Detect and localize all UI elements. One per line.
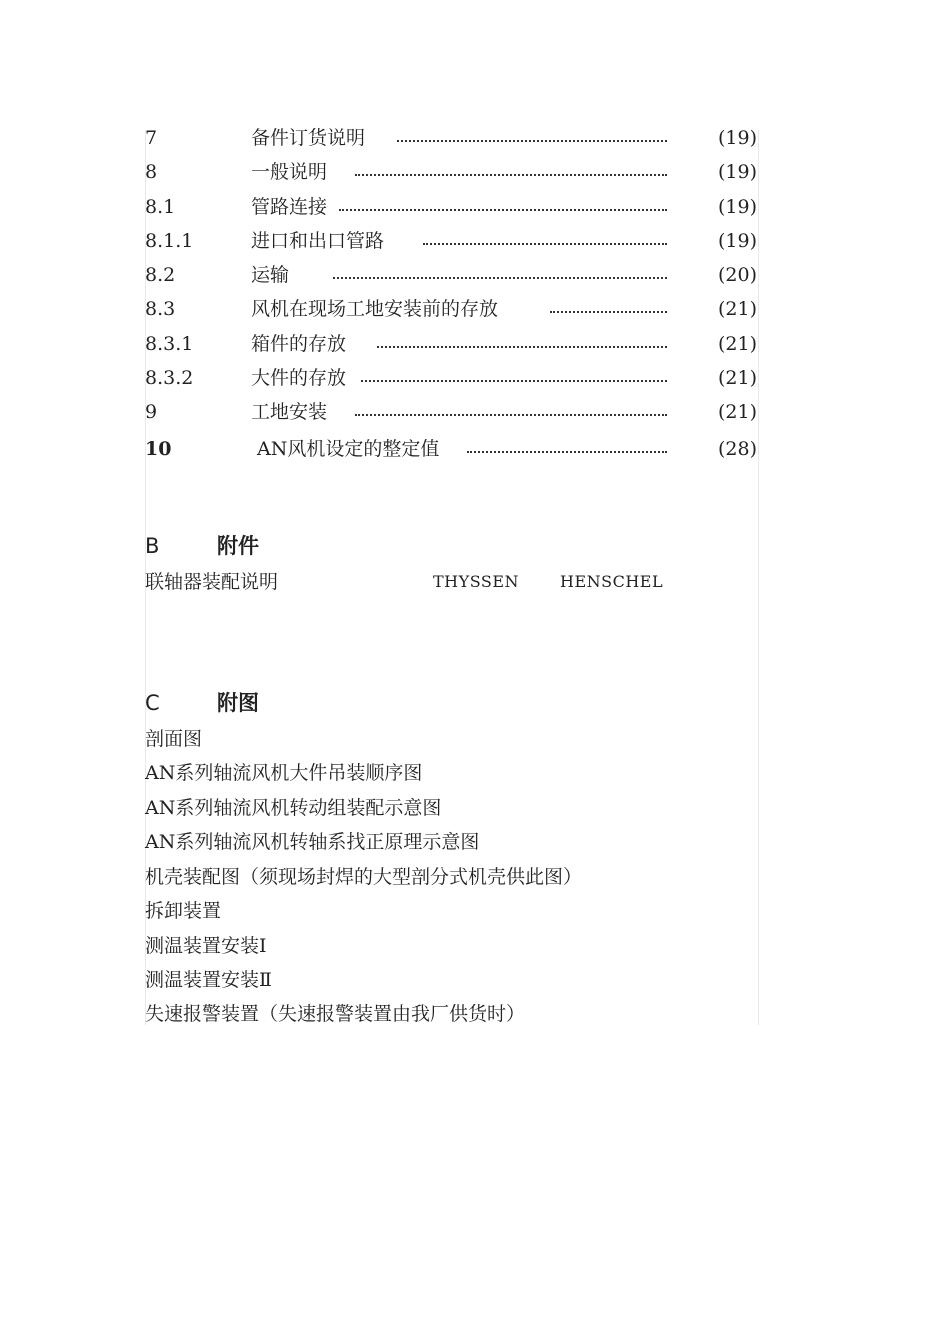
drawing-list-item: 拆卸装置: [145, 900, 222, 922]
toc-title: AN风机设定的整定值: [257, 436, 445, 462]
section-letter: B: [145, 534, 160, 558]
coupling-assembly-item: 联轴器装配说明: [145, 571, 279, 593]
toc-row: [145, 159, 759, 185]
toc-leader-dots: [361, 380, 667, 382]
toc-number: 8: [145, 161, 158, 183]
toc-leader-dots: [333, 277, 667, 279]
toc-number: 8.2: [145, 264, 176, 286]
toc-number: 8.3.2: [145, 367, 194, 389]
toc-page-number: (21): [717, 298, 757, 320]
toc-page-number: (20): [717, 264, 757, 286]
toc-title: 风机在现场工地安装前的存放: [251, 296, 504, 322]
toc-row: [145, 296, 759, 322]
toc-row: [145, 125, 759, 151]
toc-page-number: (19): [717, 161, 757, 183]
toc-row: [145, 331, 759, 357]
toc-leader-dots: [397, 140, 667, 142]
drawing-list-item: AN系列轴流风机转动组装配示意图: [145, 797, 442, 819]
toc-number: 8.1: [145, 196, 176, 218]
toc-title: 工地安装: [251, 399, 333, 425]
toc-number: 7: [145, 127, 158, 149]
toc-title: 进口和出口管路: [251, 228, 390, 254]
toc-number: 9: [145, 401, 158, 423]
toc-number: 8.3.1: [145, 333, 194, 355]
toc-page-number: (21): [717, 401, 757, 423]
toc-row: [145, 194, 759, 220]
toc-row: [145, 365, 759, 391]
toc-number: 8.1.1: [145, 230, 194, 252]
brand-thyssen: THYSSEN: [433, 572, 520, 591]
toc-title: 大件的存放: [251, 365, 352, 391]
drawing-list-item: 机壳装配图（须现场封焊的大型剖分式机壳供此图）: [145, 866, 583, 888]
toc-leader-dots: [467, 451, 667, 453]
brand-henschel: HENSCHEL: [560, 572, 664, 591]
toc-title: 箱件的存放: [251, 331, 352, 357]
toc-leader-dots: [339, 209, 667, 211]
toc-number: 8.3: [145, 298, 176, 320]
toc-title: 管路连接: [251, 194, 333, 220]
section-title: 附件: [217, 533, 259, 558]
section-title: 附图: [217, 690, 259, 715]
toc-row: [145, 262, 759, 288]
toc-page-number: (21): [717, 333, 757, 355]
section-c-heading: [145, 688, 445, 718]
toc-title: 运输: [251, 262, 295, 288]
toc-leader-dots: [423, 243, 667, 245]
toc-title: 备件订货说明: [251, 125, 371, 151]
toc-row: [145, 436, 759, 462]
section-letter: C: [145, 691, 160, 715]
drawing-list-item: AN系列轴流风机转轴系找正原理示意图: [145, 831, 480, 853]
toc-page-number: (19): [717, 127, 757, 149]
toc-leader-dots: [377, 346, 667, 348]
toc-page-number: (19): [717, 230, 757, 252]
drawing-list-item: 测温装置安装Ⅰ: [145, 935, 267, 957]
toc-leader-dots: [550, 311, 667, 313]
drawing-list-item: AN系列轴流风机大件吊装顺序图: [145, 762, 423, 784]
toc-row: [145, 399, 759, 425]
toc-leader-dots: [355, 174, 667, 176]
toc-page-number: (21): [717, 367, 757, 389]
drawing-list-item: 测温装置安装Ⅱ: [145, 969, 272, 991]
toc-page-number: (28): [717, 438, 757, 460]
toc-leader-dots: [355, 414, 667, 416]
drawing-list-item: 失速报警装置（失速报警装置由我厂供货时）: [145, 1003, 526, 1025]
toc-page-number: (19): [717, 196, 757, 218]
toc-row: [145, 228, 759, 254]
toc-title: 一般说明: [251, 159, 333, 185]
drawing-list-item: 剖面图: [145, 728, 203, 750]
section-b-heading: [145, 531, 445, 561]
toc-number: 10: [145, 438, 172, 460]
